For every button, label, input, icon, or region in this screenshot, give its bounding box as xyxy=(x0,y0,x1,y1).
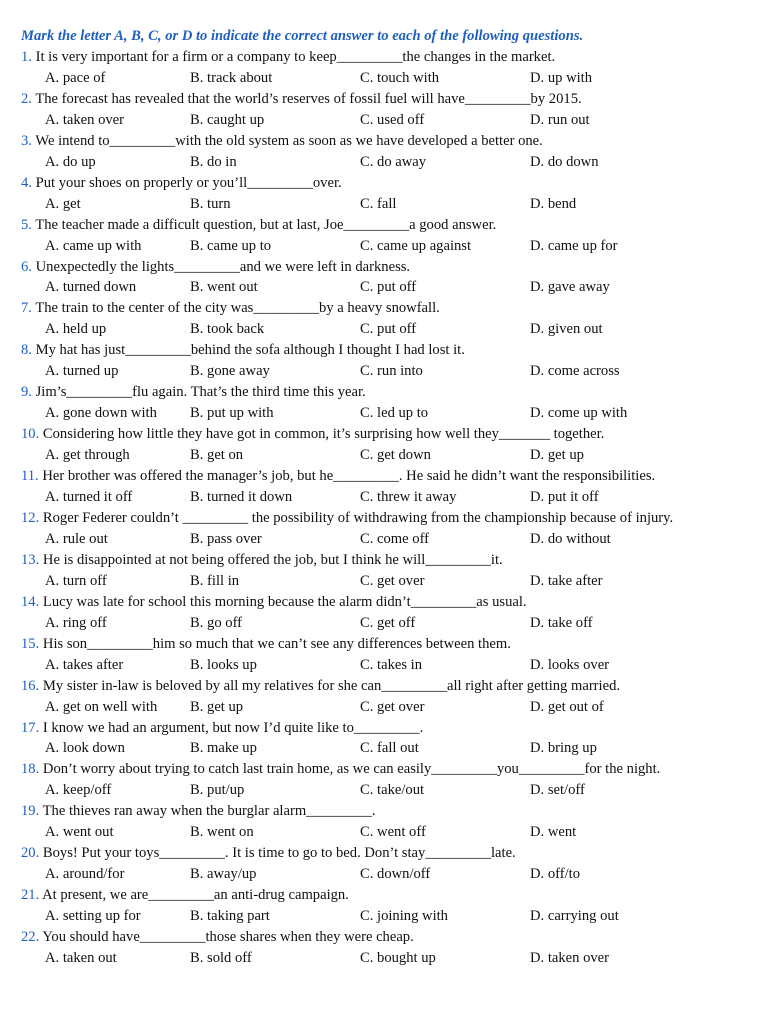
question-item xyxy=(21,550,743,592)
answer-option-a: A. held up xyxy=(45,321,107,338)
question-item xyxy=(21,131,743,173)
answer-option-d: D. get up xyxy=(530,447,584,464)
question-text: Put your shoes on properly or you’ll_________over. xyxy=(35,174,342,191)
question-item xyxy=(21,215,743,257)
question-text: I know we had an argument, but now I’d quite like to_________. xyxy=(42,719,424,736)
answer-options xyxy=(21,319,743,340)
question-number: 18. xyxy=(21,761,40,778)
question-stem xyxy=(21,759,743,780)
answer-option-c: C. get off xyxy=(360,614,416,631)
answer-option-a: A. keep/off xyxy=(45,782,112,799)
question-text: Considering how little they have got in common, it’s surprising how well they_______ together. xyxy=(42,426,605,443)
answer-option-d: D. came up for xyxy=(530,237,618,254)
answer-option-a: A. pace of xyxy=(45,69,106,86)
answer-option-a: A. turned it off xyxy=(45,489,133,506)
question-stem xyxy=(21,634,743,655)
answer-option-d: D. off/to xyxy=(530,866,580,883)
answer-option-d: D. went xyxy=(530,824,577,841)
question-text: At present, we are_________an anti-drug campaign. xyxy=(42,887,349,904)
answer-option-a: A. rule out xyxy=(45,530,108,547)
answer-option-a: A. taken over xyxy=(45,111,125,128)
question-stem xyxy=(21,215,743,236)
answer-option-b: B. caught up xyxy=(190,111,265,128)
answer-option-b: B. track about xyxy=(190,69,273,86)
answer-option-d: D. carrying out xyxy=(530,908,619,925)
answer-option-d: D. given out xyxy=(530,321,603,338)
question-stem xyxy=(21,676,743,697)
answer-options xyxy=(21,194,743,215)
answer-option-b: B. gone away xyxy=(190,363,270,380)
answer-option-c: C. bought up xyxy=(360,949,436,966)
answer-option-c: C. down/off xyxy=(360,866,431,883)
answer-option-b: B. went out xyxy=(190,279,258,296)
question-number: 14. xyxy=(21,593,40,610)
question-number: 11. xyxy=(21,468,39,485)
answer-option-a: A. ring off xyxy=(45,614,107,631)
question-item xyxy=(21,927,743,969)
answer-option-b: B. away/up xyxy=(190,866,257,883)
question-stem xyxy=(21,173,743,194)
question-stem xyxy=(21,927,743,948)
question-stem xyxy=(21,885,743,906)
answer-option-b: B. pass over xyxy=(190,530,262,547)
answer-option-b: B. go off xyxy=(190,614,243,631)
answer-option-d: D. bring up xyxy=(530,740,597,757)
answer-option-d: D. do down xyxy=(530,153,599,170)
question-text: Unexpectedly the lights_________and we were left in darkness. xyxy=(35,258,411,275)
answer-options xyxy=(21,487,743,508)
answer-option-d: D. looks over xyxy=(530,656,610,673)
answer-option-c: C. get over xyxy=(360,572,425,589)
question-item xyxy=(21,508,743,550)
question-text: Don’t worry about trying to catch last train home, as we can easily_________you_________for the night. xyxy=(42,761,661,778)
question-item xyxy=(21,592,743,634)
question-item xyxy=(21,466,743,508)
question-text: The teacher made a difficult question, but at last, Joe_________a good answer. xyxy=(35,216,497,233)
question-text: Roger Federer couldn’t _________ the possibility of withdrawing from the championship because of injury. xyxy=(42,509,674,526)
answer-options xyxy=(21,403,743,424)
answer-option-b: B. get up xyxy=(190,698,244,715)
answer-option-a: A. turned up xyxy=(45,363,119,380)
answer-option-c: C. get down xyxy=(360,447,431,464)
answer-option-b: B. taking part xyxy=(190,908,270,925)
question-number: 6. xyxy=(21,258,32,275)
question-item xyxy=(21,885,743,927)
question-number: 2. xyxy=(21,90,32,107)
answer-option-a: A. get through xyxy=(45,447,130,464)
answer-option-b: B. do in xyxy=(190,153,237,170)
question-text: You should have_________those shares when they were cheap. xyxy=(42,929,414,946)
question-item xyxy=(21,424,743,466)
answer-option-d: D. put it off xyxy=(530,489,599,506)
question-item xyxy=(21,801,743,843)
answer-option-a: A. get on well with xyxy=(45,698,158,715)
question-stem xyxy=(21,424,743,445)
question-stem xyxy=(21,843,743,864)
answer-option-b: B. fill in xyxy=(190,572,240,589)
answer-options xyxy=(21,277,743,298)
question-item xyxy=(21,759,743,801)
answer-option-a: A. around/for xyxy=(45,866,125,883)
question-text: Boys! Put your toys_________. It is time to go to bed. Don’t stay_________late. xyxy=(42,845,516,862)
question-number: 1. xyxy=(21,49,32,65)
answer-options xyxy=(21,697,743,718)
question-stem xyxy=(21,508,743,529)
answer-option-d: D. gave away xyxy=(530,279,610,296)
answer-option-b: B. make up xyxy=(190,740,257,757)
question-item xyxy=(21,89,743,131)
question-text: Her brother was offered the manager’s job, but he_________. He said he didn’t want the responsibilities. xyxy=(42,468,656,485)
question-stem xyxy=(21,801,743,822)
answer-option-b: B. looks up xyxy=(190,656,257,673)
question-stem xyxy=(21,257,743,278)
answer-options xyxy=(21,529,743,550)
answer-option-c: C. fall xyxy=(360,195,397,212)
question-item xyxy=(21,382,743,424)
question-stem xyxy=(21,466,743,487)
question-stem xyxy=(21,340,743,361)
question-item xyxy=(21,173,743,215)
answer-options xyxy=(21,655,743,676)
answer-option-d: D. come up with xyxy=(530,405,628,422)
question-text: The forecast has revealed that the world’s reserves of fossil fuel will have_________by 2015. xyxy=(35,90,582,107)
question-item xyxy=(21,298,743,340)
answer-option-b: B. went on xyxy=(190,824,254,841)
answer-option-c: C. do away xyxy=(360,153,427,170)
answer-options xyxy=(21,361,743,382)
question-number: 15. xyxy=(21,635,40,652)
question-stem xyxy=(21,89,743,110)
answer-option-b: B. turned it down xyxy=(190,489,293,506)
answer-option-a: A. look down xyxy=(45,740,125,757)
answer-option-a: A. turned down xyxy=(45,279,137,296)
answer-option-b: B. turn xyxy=(190,195,231,212)
question-number: 4. xyxy=(21,174,32,191)
question-number: 10. xyxy=(21,426,40,443)
answer-option-d: D. run out xyxy=(530,111,590,128)
question-stem xyxy=(21,298,743,319)
answer-option-c: C. joining with xyxy=(360,908,448,925)
question-text: We intend to_________with the old system as soon as we have developed a better one. xyxy=(35,132,543,149)
answer-option-a: A. gone down with xyxy=(45,405,157,422)
answer-option-d: D. take off xyxy=(530,614,593,631)
answer-option-d: D. get out of xyxy=(530,698,604,715)
answer-option-d: D. do without xyxy=(530,530,611,547)
answer-options xyxy=(21,236,743,257)
answer-option-d: D. come across xyxy=(530,363,620,380)
answer-option-a: A. came up with xyxy=(45,237,142,254)
answer-option-a: A. setting up for xyxy=(45,908,141,925)
answer-option-c: C. fall out xyxy=(360,740,419,757)
answer-option-d: D. set/off xyxy=(530,782,585,799)
question-text: It is very important for a firm or a company to keep_________the changes in the market. xyxy=(35,49,556,65)
question-stem xyxy=(21,718,743,739)
answer-option-a: A. went out xyxy=(45,824,114,841)
answer-option-b: B. sold off xyxy=(190,949,252,966)
answer-option-d: D. up with xyxy=(530,69,593,86)
answer-options xyxy=(21,864,743,885)
question-number: 3. xyxy=(21,132,32,149)
answer-options xyxy=(21,948,743,969)
answer-options xyxy=(21,613,743,634)
question-item xyxy=(21,340,743,382)
answer-option-c: C. used off xyxy=(360,111,425,128)
answer-options xyxy=(21,780,743,801)
answer-options xyxy=(21,152,743,173)
answer-option-c: C. come off xyxy=(360,530,430,547)
answer-option-b: B. put/up xyxy=(190,782,245,799)
question-item xyxy=(21,257,743,299)
question-text: Jim’s_________flu again. That’s the third time this year. xyxy=(35,384,366,401)
question-text: My sister in-law is beloved by all my relatives for she can_________all right after getting married. xyxy=(42,677,621,694)
answer-option-b: B. get on xyxy=(190,447,244,464)
answer-option-c: C. came up against xyxy=(360,237,472,254)
question-number: 19. xyxy=(21,803,40,820)
question-text: He is disappointed at not being offered the job, but I think he will_________it. xyxy=(42,551,503,568)
question-item xyxy=(21,634,743,676)
answer-option-c: C. threw it away xyxy=(360,489,457,506)
answer-options xyxy=(21,738,743,759)
answer-option-c: C. takes in xyxy=(360,656,423,673)
question-number: 20. xyxy=(21,845,40,862)
answer-options xyxy=(21,571,743,592)
question-text: My hat has just_________behind the sofa although I thought I had lost it. xyxy=(35,342,465,359)
answer-options xyxy=(21,445,743,466)
question-number: 16. xyxy=(21,677,40,694)
answer-option-a: A. takes after xyxy=(45,656,124,673)
answer-option-d: D. bend xyxy=(530,195,577,212)
answer-option-c: C. get over xyxy=(360,698,425,715)
question-number: 13. xyxy=(21,551,40,568)
answer-options xyxy=(21,822,743,843)
question-stem xyxy=(21,131,743,152)
question-stem xyxy=(21,382,743,403)
question-text: The train to the center of the city was_________by a heavy snowfall. xyxy=(35,300,440,317)
question-text: The thieves ran away when the burglar alarm_________. xyxy=(42,803,376,820)
answer-option-a: A. get xyxy=(45,195,81,212)
answer-option-b: B. put up with xyxy=(190,405,274,422)
answer-options xyxy=(21,906,743,927)
answer-option-c: C. run into xyxy=(360,363,423,380)
answer-options xyxy=(21,68,743,89)
answer-option-a: A. turn off xyxy=(45,572,107,589)
question-number: 7. xyxy=(21,300,32,317)
answer-option-c: C. went off xyxy=(360,824,426,841)
answer-option-c: C. led up to xyxy=(360,405,429,422)
instruction-heading: Mark the letter A, B, C, or D to indicate the correct answer to each of the following questions. xyxy=(21,28,584,44)
question-number: 17. xyxy=(21,719,40,736)
answer-option-d: D. take after xyxy=(530,572,603,589)
question-item xyxy=(21,843,743,885)
answer-option-d: D. taken over xyxy=(530,949,610,966)
question-number: 8. xyxy=(21,342,32,359)
question-list xyxy=(21,47,743,969)
question-number: 22. xyxy=(21,929,40,946)
question-item xyxy=(21,676,743,718)
answer-option-c: C. touch with xyxy=(360,69,440,86)
answer-option-a: A. do up xyxy=(45,153,96,170)
question-number: 12. xyxy=(21,509,40,526)
question-number: 9. xyxy=(21,384,32,401)
question-number: 21. xyxy=(21,887,40,904)
answer-options xyxy=(21,110,743,131)
answer-option-c: C. take/out xyxy=(360,782,425,799)
question-stem xyxy=(21,592,743,613)
answer-option-c: C. put off xyxy=(360,321,417,338)
question-text: His son_________him so much that we can’t see any differences between them. xyxy=(42,635,511,652)
question-text: Lucy was late for school this morning because the alarm didn’t_________as usual. xyxy=(42,593,527,610)
answer-option-c: C. put off xyxy=(360,279,417,296)
answer-option-b: B. took back xyxy=(190,321,265,338)
question-item xyxy=(21,47,743,89)
question-stem xyxy=(21,550,743,571)
question-number: 5. xyxy=(21,216,32,233)
question-item xyxy=(21,718,743,760)
answer-option-b: B. came up to xyxy=(190,237,272,254)
question-stem xyxy=(21,47,743,68)
answer-option-a: A. taken out xyxy=(45,949,117,966)
